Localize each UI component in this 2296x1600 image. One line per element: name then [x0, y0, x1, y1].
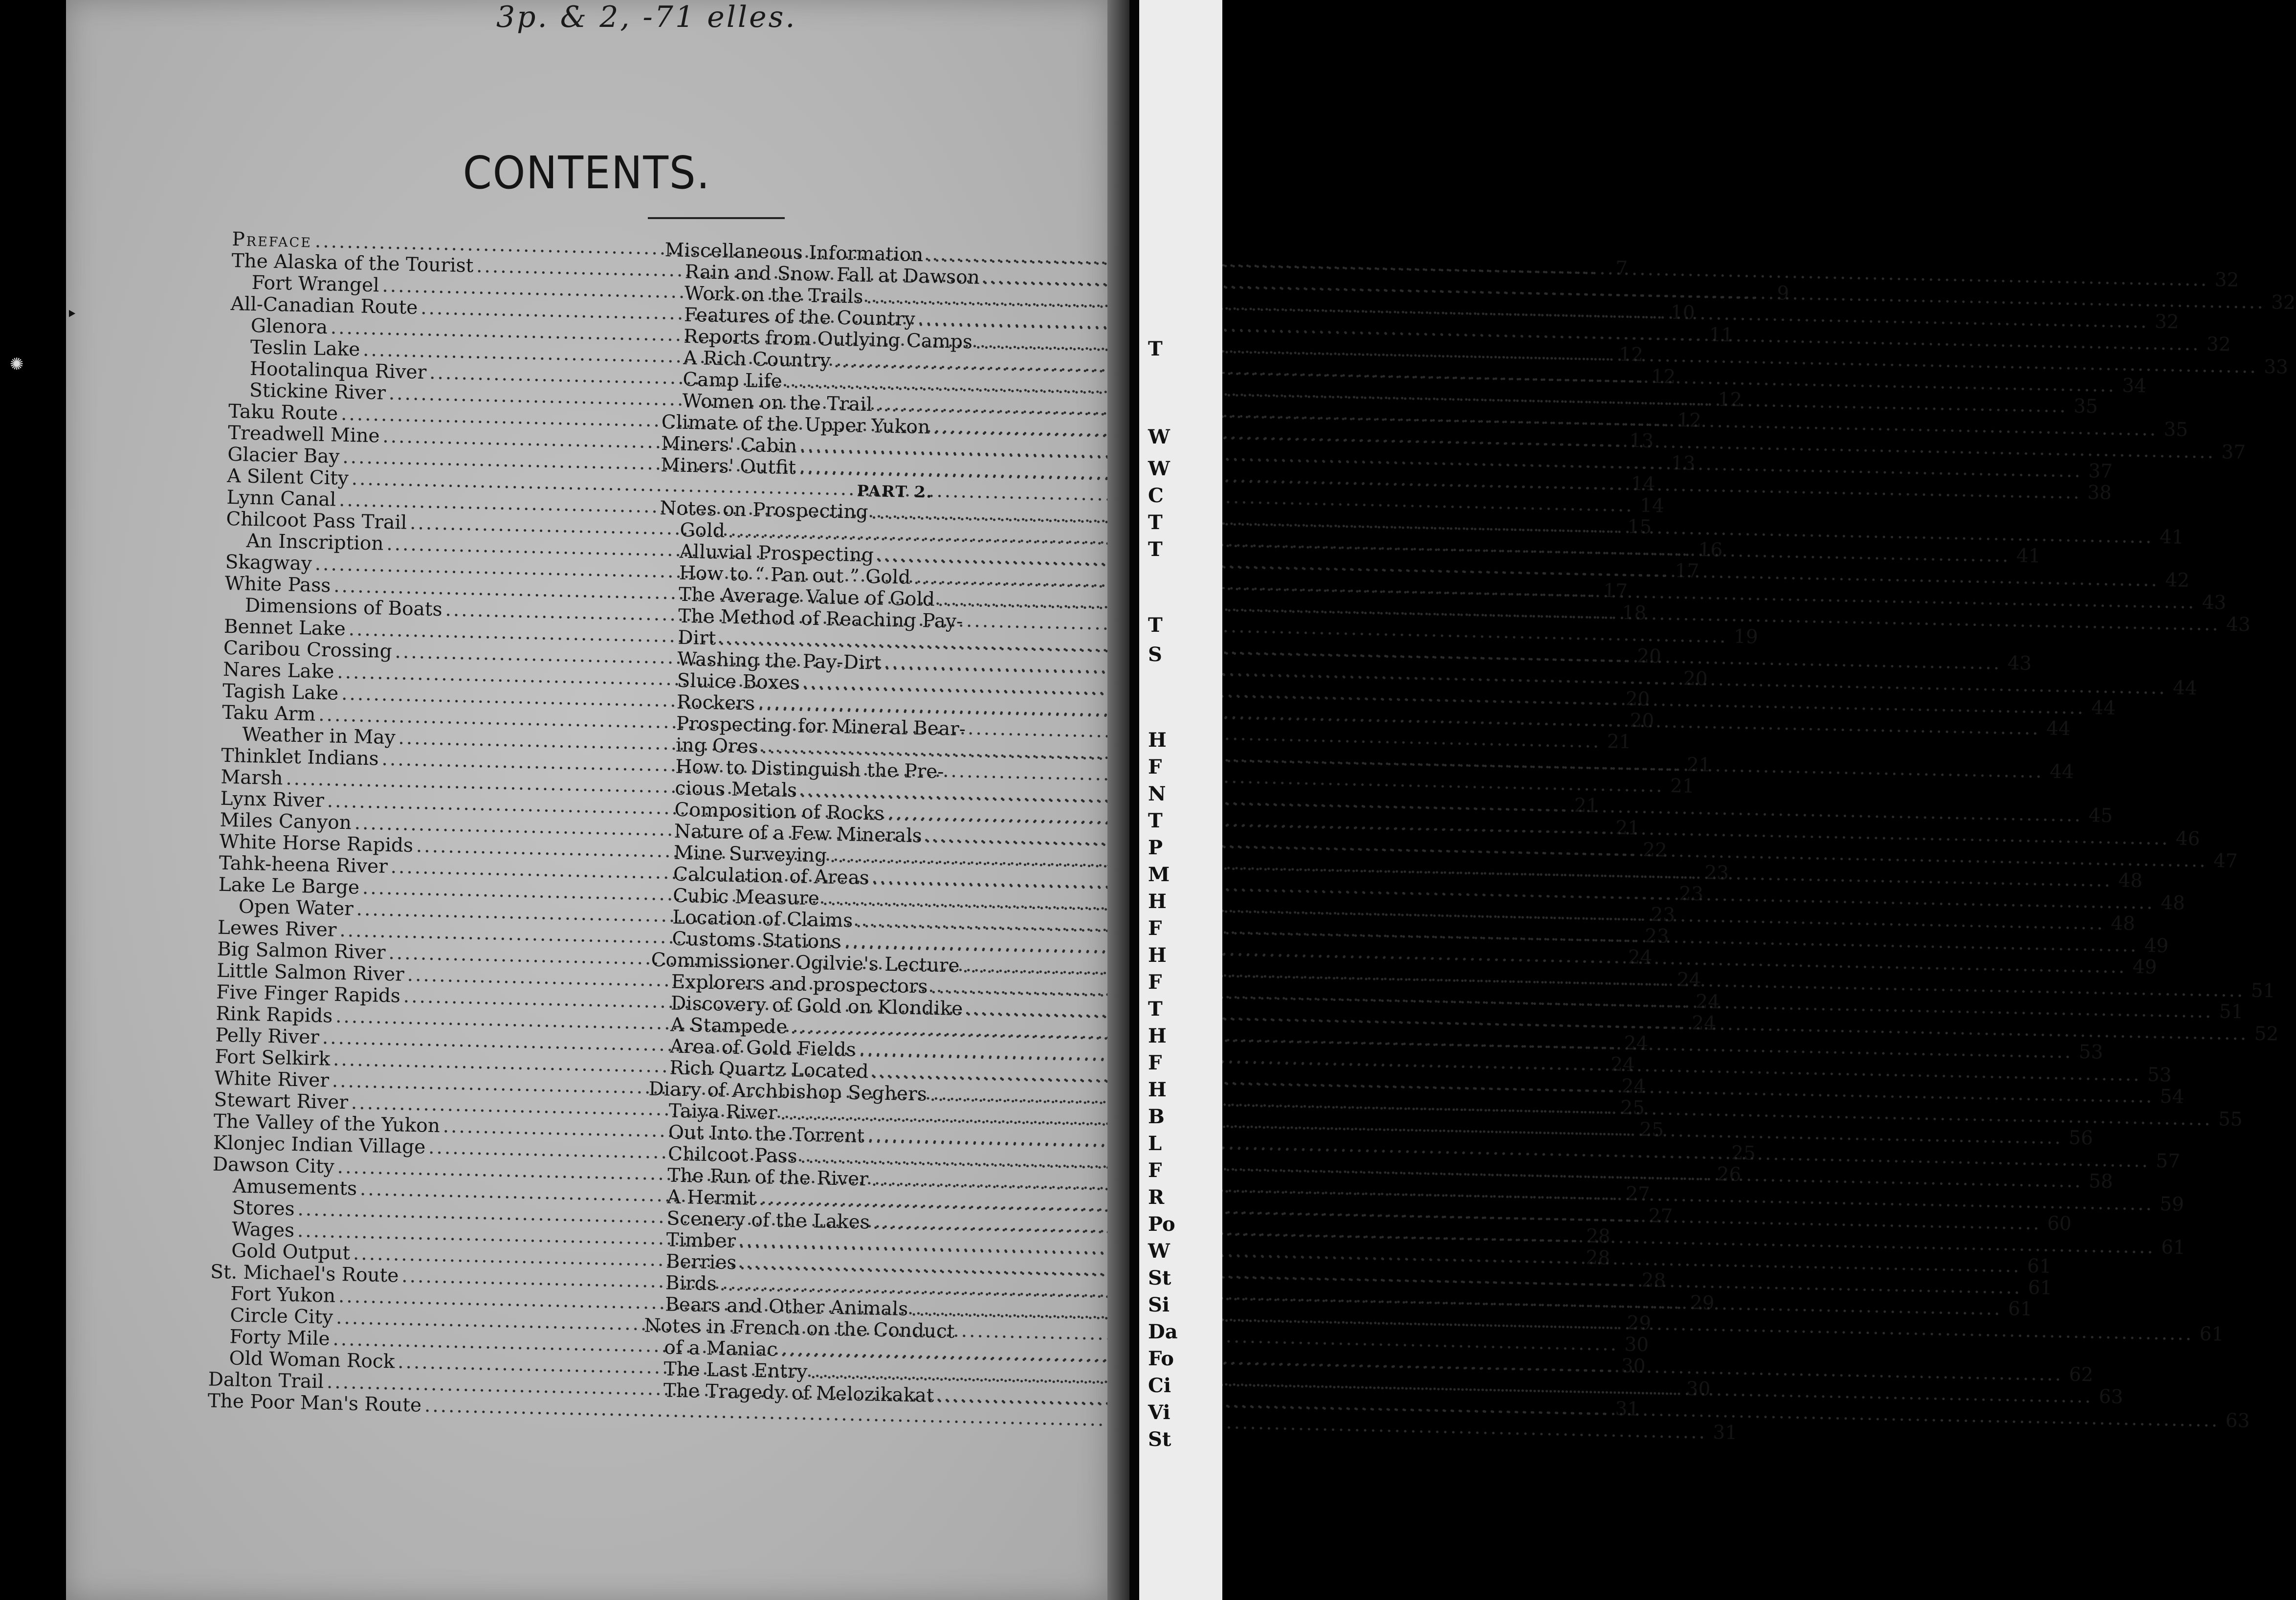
entry-title: The Poor Man's Route [207, 1390, 422, 1417]
entry-page-number: 23 [1704, 862, 1729, 885]
entry-title: Weather in May [242, 723, 396, 749]
entry-title: Little Salmon River [216, 959, 405, 986]
entry-title: Features of the Country [684, 304, 916, 331]
facing-page-letter: T [1148, 337, 1163, 360]
entry-page-number: 29 [1690, 1291, 1715, 1314]
facing-page-letter: F [1148, 756, 1162, 778]
entry-title: Teslin Lake [250, 336, 360, 361]
facing-page-letter: Vi [1148, 1401, 1170, 1424]
entry-title: Mine Surveying [673, 842, 827, 867]
entry-title: Lynn Canal [226, 486, 336, 511]
entry-page-number: 41 [2016, 545, 2041, 568]
book-gutter [1129, 0, 1139, 1600]
entry-title: Rich Quartz Located [669, 1057, 869, 1083]
entry-title: Hootalinqua River [249, 357, 427, 384]
entry-title: The Alaska of the Tourist [231, 249, 474, 277]
entry-title: Thinklet Indians [221, 744, 379, 770]
facing-page-letter: St [1148, 1267, 1171, 1289]
entry-title: Customs Stations [672, 928, 841, 954]
facing-page-letter: H [1148, 890, 1167, 913]
entry-title: Miners' Outfit [660, 454, 796, 479]
entry-title: Nature of a Few Minerals [674, 820, 923, 847]
entry-page-number: 44 [2049, 760, 2075, 783]
entry-page-number: 41 [2159, 526, 2185, 549]
entry-page-number: 25 [1731, 1142, 1756, 1165]
entry-page-number: 59 [2159, 1193, 2185, 1216]
entry-page-number: 62 [2069, 1363, 2094, 1386]
entry-title: Bears and Other Animals [664, 1293, 908, 1320]
entry-title: Old Woman Rock [229, 1347, 395, 1373]
entry-page-number: 43 [2007, 652, 2032, 675]
entry-page-number: 37 [2088, 460, 2113, 483]
facing-page-letter: L [1148, 1132, 1162, 1155]
entry-page-number: 26 [1717, 1163, 1742, 1186]
entry-page-number: 24 [1610, 1053, 1635, 1076]
entry-title: Caribou Crossing [223, 637, 393, 663]
entry-title: Dimensions of Boats [244, 594, 443, 621]
entry-title: Lewes River [217, 916, 337, 941]
entry-title: Skagway [225, 551, 312, 575]
entry-page-number: 25 [1620, 1096, 1645, 1119]
entry-title: Gold Output [231, 1240, 351, 1265]
entry-title: Chilcoot Pass Trail [226, 508, 407, 534]
entry-page-number: 25 [1639, 1118, 1664, 1141]
entry-title: Tahk-heena River [219, 852, 388, 878]
entry-title: Dalton Trail [208, 1368, 324, 1393]
entry-title: Gold [680, 519, 726, 542]
entry-title: Work on the Trails [684, 282, 863, 308]
entry-title: Lake Le Barge [218, 873, 360, 899]
entry-page-number: 24 [1621, 1075, 1646, 1098]
facing-page-letter: W [1148, 457, 1170, 480]
entry-page-number: 53 [2078, 1041, 2103, 1064]
entry-title: Taku Route [228, 400, 338, 425]
entry-page-number: 53 [2147, 1064, 2172, 1087]
entry-page-number: 58 [2088, 1170, 2114, 1193]
entry-page-number: 24 [1691, 1012, 1717, 1035]
entry-title: Explorers and prospectors [671, 971, 928, 998]
entry-title: The Valley of the Yukon [213, 1110, 441, 1137]
entry-title: Composition of Rocks [674, 799, 885, 825]
entry-title: Pelly River [215, 1024, 320, 1049]
dot-leader [947, 778, 1094, 781]
entry-title: Area of Gold Fields [669, 1035, 857, 1061]
facing-page-letter: Ci [1148, 1374, 1171, 1397]
entry-page-number: 29 [1626, 1312, 1652, 1335]
entry-title: Glacier Bay [227, 443, 340, 468]
entry-title: Glenora [250, 314, 328, 339]
contents-page [66, 0, 2296, 1600]
facing-page-letter: C [1148, 484, 1164, 507]
entry-title: The Tragedy of Melozikakat [663, 1379, 934, 1407]
entry-title: Sluice Boxes [677, 669, 800, 694]
entry-page-number: 31 [1615, 1398, 1640, 1421]
entry-title: Dawson City [212, 1153, 335, 1178]
entry-page-number: 52 [2254, 1022, 2279, 1045]
entry-page-number: 28 [1641, 1269, 1666, 1292]
entry-title: Scenery of the Lakes [666, 1207, 870, 1234]
entry-page-number: 14 [1639, 494, 1665, 517]
title-rule [648, 217, 785, 219]
entry-title: Birds [665, 1272, 717, 1295]
entry-page-number: 20 [1630, 710, 1655, 733]
entry-title: Women on the Trail [682, 390, 873, 416]
entry-title: Bennet Lake [223, 615, 346, 641]
entry-page-number: 17 [1675, 559, 1700, 582]
facing-page-letter: H [1148, 1024, 1167, 1047]
facing-page-letter: H [1148, 944, 1167, 967]
entry-title: Chilcoot Pass [667, 1143, 798, 1168]
dot-leader [969, 735, 1095, 738]
entry-page-number: 7 [1615, 257, 1628, 280]
entry-title: A Silent City [226, 465, 349, 490]
entry-title: Washing the Pay-Dirt [677, 648, 882, 674]
entry-title: A Hermit [666, 1186, 756, 1210]
entry-page-number: 17 [1603, 579, 1628, 602]
entry-page-number: 63 [2098, 1385, 2123, 1408]
entry-page-number: 32 [2271, 291, 2296, 314]
entry-title: An Inscription [246, 530, 384, 555]
dot-leader [966, 628, 1097, 630]
entry-title: Stores [232, 1197, 295, 1221]
entry-title: Commissioner Ogilvie's Lecture [651, 949, 960, 977]
entry-page-number: 31 [1712, 1421, 1738, 1444]
entry-page-number: 51 [2251, 979, 2275, 1002]
entry-page-number: 14 [1631, 473, 1656, 496]
entry-title: Fort Wrangel [251, 271, 380, 297]
entry-title: cious Metals [675, 777, 797, 802]
facing-page-letter: Da [1148, 1320, 1178, 1343]
entry-page-number: 32 [2154, 311, 2180, 333]
entry-page-number: 28 [1586, 1225, 1611, 1248]
entry-title: Diary of Archbishop Seghers [648, 1078, 927, 1106]
facing-page-letter: S [1148, 643, 1162, 666]
entry-title: The Method of Reaching Pay- [678, 605, 963, 633]
entry-title: Circle City [229, 1304, 333, 1329]
entry-page-number: 23 [1650, 904, 1676, 927]
entry-title: Camp Life [683, 368, 783, 393]
entry-page-number: 12 [1651, 365, 1676, 388]
facing-page-letter: F [1148, 1159, 1162, 1182]
entry-title: Location of Claims [672, 906, 853, 932]
facing-page-letter: W [1148, 425, 1170, 448]
entry-page-number: 32 [2214, 268, 2239, 291]
entry-page-number: 56 [2068, 1127, 2094, 1150]
entry-page-number: 47 [2213, 850, 2238, 872]
entry-title: Wages [231, 1218, 295, 1242]
entry-title: The Average Value of Gold [678, 583, 935, 611]
entry-title: White River [214, 1067, 330, 1092]
entry-title: Notes in French on the Conduct [643, 1314, 955, 1343]
entry-page-number: 34 [2121, 375, 2147, 398]
entry-page-number: 57 [2155, 1150, 2181, 1173]
facing-page-letter: R [1148, 1186, 1165, 1209]
entry-title: Prospecting for Mineral Bear- [676, 712, 966, 740]
entry-page-number: 49 [2132, 956, 2157, 978]
entry-page-number: 48 [2118, 869, 2143, 892]
entry-page-number: 21 [1574, 794, 1599, 817]
entry-page-number: 18 [1622, 601, 1647, 624]
entry-title: Fort Selkirk [215, 1045, 331, 1070]
entry-page-number: 44 [2046, 717, 2071, 740]
entry-page-number: 49 [2144, 934, 2169, 957]
entry-title: Berries [665, 1250, 737, 1274]
facing-page-letter: Si [1148, 1293, 1170, 1316]
entry-title: How to “ Pan out ” Gold [679, 562, 911, 589]
entry-page-number: 24 [1624, 1032, 1649, 1055]
entry-title: Notes on Prospecting [660, 497, 869, 524]
entry-title: Miscellaneous Information [664, 239, 924, 267]
entry-title: ing Ores [675, 734, 759, 758]
facing-page-letter: B [1148, 1105, 1165, 1128]
entry-page-number: 38 [2087, 481, 2112, 504]
entry-title: Rockers [676, 691, 755, 715]
facing-page-letter: H [1148, 729, 1167, 752]
entry-page-number: 21 [1670, 775, 1695, 798]
entry-page-number: 48 [2110, 912, 2136, 935]
entry-title: Alluvial Prospecting [679, 540, 874, 567]
entry-title: PART 2. [857, 481, 933, 502]
entry-title: Rink Rapids [215, 1002, 333, 1027]
entry-title: Lynx River [220, 787, 325, 812]
entry-page-number: 30 [1621, 1355, 1646, 1378]
entry-page-number: 30 [1624, 1333, 1649, 1356]
entry-page-number: 42 [2164, 569, 2190, 592]
entry-page-number: 33 [2263, 356, 2289, 378]
facing-page-letter: T [1148, 998, 1163, 1021]
entry-page-number: 45 [2088, 804, 2113, 827]
facing-page-letter: T [1148, 538, 1163, 561]
entry-title: Cubic Measure [672, 885, 820, 910]
entry-page-number: 13 [1629, 429, 1654, 452]
entry-page-number: 24 [1677, 969, 1701, 992]
entry-title: White Pass [224, 572, 331, 597]
entry-title: of a Maniac [664, 1336, 778, 1361]
entry-page-number: 24 [1695, 991, 1721, 1014]
entry-page-number: 60 [2047, 1212, 2072, 1235]
entry-page-number: 12 [1677, 409, 1702, 432]
entry-page-number: 55 [2218, 1108, 2243, 1131]
entry-page-number: 23 [1644, 925, 1670, 948]
entry-page-number: 10 [1670, 301, 1696, 324]
entry-page-number: 20 [1625, 688, 1650, 711]
facing-page-letter: M [1148, 863, 1170, 886]
entry-title: Rain and Snow Fall at Dawson [684, 261, 980, 289]
entry-title: Dirt [677, 626, 716, 650]
entry-page-number: 61 [2161, 1236, 2186, 1259]
entry-title: Out Into the Torrent [668, 1121, 865, 1148]
entry-title: White Horse Rapids [219, 830, 414, 857]
facing-page-letter: N [1148, 782, 1166, 805]
entry-page-number: 23 [1678, 883, 1704, 906]
dot-leader [957, 1338, 1083, 1340]
entry-title: Big Salmon River [217, 938, 386, 964]
entry-title: How to Distinguish the Pre- [675, 756, 944, 783]
facing-page-letter: St [1148, 1428, 1171, 1451]
facing-page-letter: T [1148, 511, 1163, 534]
entry-page-number: 12 [1718, 388, 1743, 411]
entry-title: Timber [666, 1229, 736, 1253]
entry-page-number: 43 [2226, 613, 2251, 636]
entry-page-number: 37 [2221, 441, 2246, 464]
entry-page-number: 15 [1627, 515, 1652, 538]
entry-page-number: 28 [1585, 1246, 1611, 1269]
facing-page-edge [1139, 0, 1222, 1600]
entry-title: The Last Entry [663, 1358, 808, 1383]
entry-title: Klonjec Indian Village [213, 1132, 426, 1158]
page-title: CONTENTS. [463, 147, 711, 199]
facing-page-letter: T [1148, 614, 1163, 637]
facing-page-letter: F [1148, 1051, 1162, 1074]
entry-page-number: 20 [1636, 645, 1662, 668]
entry-title: Calculation of Areas [673, 863, 870, 889]
entry-title: Amusements [232, 1175, 357, 1200]
entry-title: Forty Mile [229, 1326, 331, 1350]
entry-title: Climate of the Upper Yukon [661, 411, 930, 439]
entry-page-number: 21 [1686, 754, 1712, 777]
facing-page-letter: F [1148, 971, 1162, 994]
page-fold-shadow [1107, 0, 1129, 1600]
entry-page-number: 11 [1709, 324, 1734, 347]
entry-title: A Stampede [670, 1014, 788, 1039]
entry-title: Five Finger Rapids [216, 981, 401, 1007]
entry-page-number: 20 [1683, 667, 1708, 690]
entry-page-number: 35 [2164, 418, 2188, 441]
entry-page-number: 27 [1648, 1205, 1673, 1228]
entry-page-number: 61 [2199, 1323, 2224, 1346]
entry-page-number: 12 [1618, 343, 1644, 366]
facing-page-letter: H [1148, 1078, 1167, 1101]
entry-page-number: 21 [1607, 731, 1632, 754]
facing-page-letter: Fo [1148, 1347, 1174, 1370]
entry-title: Treadwell Mine [227, 422, 380, 447]
entry-page-number: 61 [2028, 1276, 2053, 1299]
entry-page-number: 35 [2073, 395, 2098, 418]
entry-title: Open Water [238, 895, 354, 920]
entry-page-number: 32 [2206, 333, 2231, 356]
entry-page-number: 46 [2175, 827, 2201, 850]
handwritten-note: 3p. & 2, -71 elles. [496, 0, 797, 34]
facing-page-letter: T [1148, 809, 1163, 832]
entry-title: Tagish Lake [222, 680, 339, 705]
entry-page-number: 54 [2160, 1086, 2185, 1108]
entry-title: A Rich Country [683, 347, 831, 372]
entry-title: Nares Lake [222, 658, 334, 683]
entry-title: Fort Yukon [230, 1283, 336, 1307]
entry-page-number: 19 [1733, 625, 1758, 648]
facing-page-letter: F [1148, 917, 1162, 940]
binding-ornament-icon: ✺ [10, 355, 24, 374]
facing-page-letter: W [1148, 1240, 1170, 1263]
entry-page-number: 24 [1628, 946, 1653, 969]
entry-title: The Run of the River [667, 1164, 869, 1191]
facing-page-letter: Po [1148, 1213, 1175, 1236]
entry-title: Stickine River [249, 379, 386, 404]
entry-page-number: 16 [1698, 538, 1723, 561]
entry-page-number: 9 [1776, 282, 1789, 305]
margin-tick: ‣ [66, 303, 78, 326]
entry-page-number: 13 [1671, 452, 1696, 475]
entry-title: Taiya River [668, 1100, 778, 1124]
entry-page-number: 63 [2225, 1409, 2250, 1432]
entry-title: Preface [232, 228, 312, 252]
entry-title: St. Michael's Route [210, 1261, 399, 1287]
entry-title: All-Canadian Route [230, 292, 418, 319]
entry-page-number: 44 [2172, 677, 2198, 700]
entry-title: Stewart River [214, 1089, 349, 1114]
entry-title: Discovery of Gold on Klondike [670, 992, 963, 1020]
entry-page-number: 61 [2027, 1255, 2052, 1278]
entry-page-number: 48 [2160, 891, 2186, 914]
entry-page-number: 51 [2219, 1000, 2244, 1023]
facing-page-letter: P [1148, 836, 1163, 859]
entry-title: Miles Canyon [220, 809, 352, 834]
entry-page-number: 22 [1642, 839, 1668, 862]
entry-title: Miners' Cabin [661, 432, 797, 458]
entry-title: Taku Arm [221, 701, 316, 726]
entry-page-number: 61 [2008, 1298, 2033, 1321]
entry-page-number: 27 [1625, 1183, 1651, 1206]
entry-title: Reports from Outlying Camps [683, 325, 973, 354]
entry-page-number: 30 [1686, 1378, 1711, 1400]
entry-page-number: 21 [1615, 817, 1640, 840]
entry-page-number: 44 [2091, 697, 2116, 720]
entry-page-number: 43 [2202, 591, 2227, 614]
entry-title: Marsh [221, 766, 283, 790]
